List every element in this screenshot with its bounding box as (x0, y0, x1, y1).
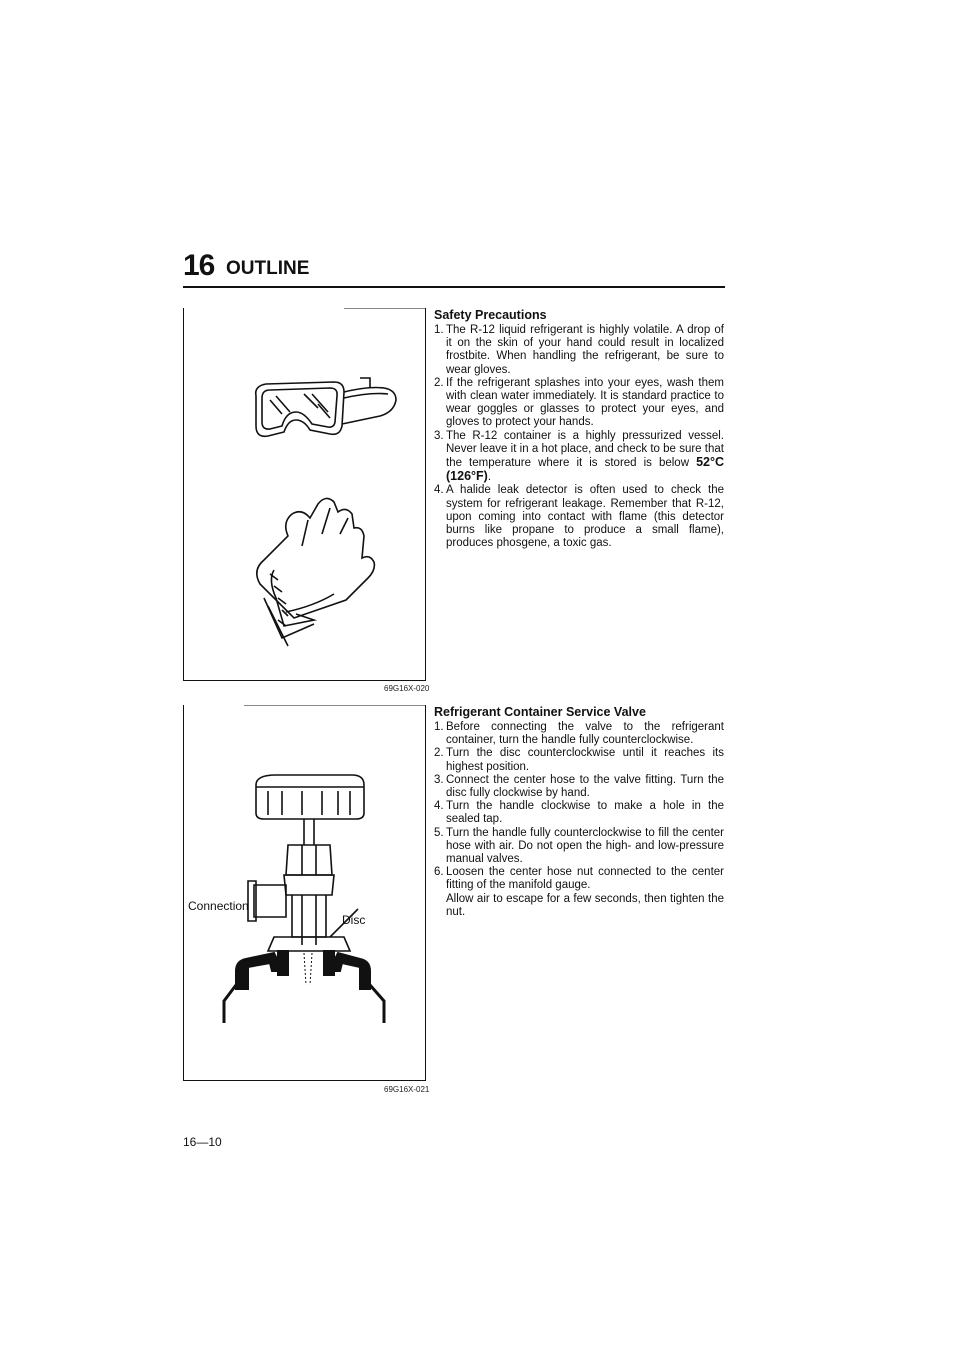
figure-code-2: 69G16X-021 (384, 1085, 430, 1094)
valve-handle-icon (256, 775, 364, 845)
goggles-icon (256, 378, 396, 436)
section-title: OUTLINE (226, 258, 310, 279)
safety-gear-illustration (184, 308, 425, 680)
page-number: 16—10 (183, 1135, 222, 1149)
list-item: 6. Loosen the center hose nut connected to the center fitting of the manifold gauge. (434, 866, 724, 892)
label-disc: Disc (342, 913, 366, 927)
service-valve-illustration (184, 705, 425, 1080)
figure-code-1: 69G16X-020 (384, 684, 430, 693)
list-item: Allow air to escape for a few seconds, then tighten the nut. (446, 892, 724, 918)
figure-safety-gear (183, 308, 426, 681)
gloves-icon (257, 498, 375, 646)
label-connection: Connection (188, 899, 249, 913)
service-valve-section (434, 705, 724, 919)
list-item: 3. The R-12 container is a highly pressurized vessel. Never leave it in a hot place, and check to be sure that the temperature where it is stored is below 52°C (126°F). (434, 429, 724, 484)
header-rule (183, 286, 725, 288)
list-item: 5. Turn the handle fully counterclockwise to fill the center hose with air. Do not open the high- and low-pressure manual valves. (434, 826, 724, 866)
section-number: 16 (183, 249, 215, 282)
valve-body-icon (248, 845, 334, 945)
list-item: 4. Turn the handle clockwise to make a hole in the sealed tap. (434, 800, 724, 826)
list-item: 2. If the refrigerant splashes into your eyes, wash them with clean water immediately. It is standard practice to wear goggles or glasses to protect your eyes, and gloves to protect your hands. (434, 376, 724, 429)
list-item: 1. The R-12 liquid refrigerant is highly volatile. A drop of it on the skin of your hand could result in localized frostbite. When handling the refrigerant, be sure to wear gloves. (434, 324, 724, 376)
valve-heading: Refrigerant Container Service Valve (434, 705, 646, 719)
list-item: 4. A halide leak detector is often used to check the system for refrigerant leakage. Remember that R-12, upon coming into contact with flame (this detector burns like propane to produce a small flame), produces phosgene, a toxic gas. (434, 484, 724, 550)
figure-service-valve (183, 705, 426, 1081)
container-top-icon (224, 951, 384, 1023)
list-item: 1. Before connecting the valve to the refrigerant container, turn the handle fully counterclockwise. (434, 721, 724, 747)
safety-precautions-section (434, 308, 724, 550)
temperature-limit: 52°C (126°F) (446, 455, 724, 484)
safety-heading: Safety Precautions (434, 308, 547, 322)
list-item: 2. Turn the disc counterclockwise until it reaches its highest position. (434, 747, 724, 773)
list-item: 3. Connect the center hose to the valve fitting. Turn the disc fully clockwise by hand. (434, 773, 724, 800)
